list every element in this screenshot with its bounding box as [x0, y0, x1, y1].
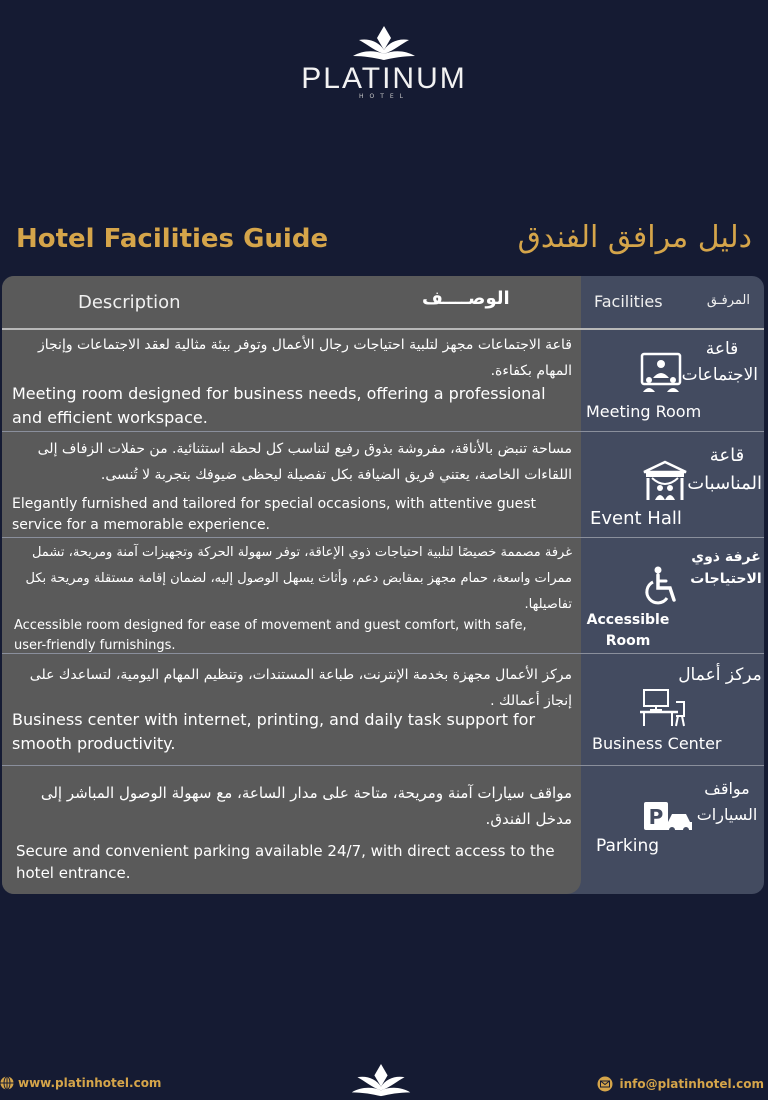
facility-name-en: Event Hall — [590, 508, 682, 529]
description-en: Secure and convenient parking available 24/7, with direct access to the hotel entrance. — [16, 842, 555, 882]
description-en: Accessible room designed for ease of movement and guest comfort, with safe, user-friendly furnishings. — [14, 618, 527, 653]
facility-name-en: Accessible Room — [586, 612, 670, 649]
col-facilities-ar: المرفـق — [706, 293, 750, 308]
facility-name-ar: مركز أعمال — [678, 665, 762, 685]
event-hall-icon — [642, 460, 688, 502]
table-header — [2, 276, 764, 330]
globe-icon — [0, 1076, 14, 1090]
wheelchair-icon — [642, 566, 680, 606]
description-en: Business center with internet, printing, and daily task support for smooth productivity. — [12, 710, 536, 753]
email-link[interactable]: info@platinhotel.com — [619, 1077, 764, 1091]
footer-website[interactable] — [0, 1076, 161, 1090]
table-row — [2, 432, 764, 538]
lotus-logo-icon — [349, 24, 419, 64]
facilities-table — [2, 276, 764, 894]
parking-icon — [642, 800, 694, 834]
lotus-footer-icon — [348, 1062, 414, 1100]
facility-name-en: Meeting Room — [586, 402, 702, 421]
description-en: Elegantly furnished and tailored for special occasions, with attentive guest service for a memorable experience. — [12, 496, 537, 533]
facility-name-ar: قاعة المناسبات — [687, 445, 762, 494]
col-facilities-en: Facilities — [594, 292, 663, 311]
page-title-en: Hotel Facilities Guide — [16, 224, 329, 254]
facility-name-ar: مواقف السيارات — [696, 779, 758, 824]
facility-name-en: Parking — [596, 836, 660, 856]
table-row — [2, 654, 764, 766]
description-ar: قاعة الاجتماعات مجهز لتلبية احتياجات رجال الأعمال وتوفر بيئة مثالية لعقد الاجتماعات وإنجاز المهام بكفاءة. — [37, 337, 572, 379]
facility-name-ar: قاعة الاجتماعات — [681, 339, 758, 385]
table-row — [2, 538, 764, 654]
page-title-ar: دليل مرافق الفندق — [517, 220, 752, 255]
brand-subtitle: HOTEL — [358, 93, 410, 100]
brand-name: PLATINUM — [301, 62, 467, 95]
table-row — [2, 330, 764, 432]
facility-name-ar: غرفة ذوي الاحتياجات — [690, 549, 762, 587]
description-ar: مواقف سيارات آمنة ومريحة، متاحة على مدار الساعة، مع سهولة الوصول المباشر إلى مدخل الفندق. — [40, 784, 572, 828]
email-icon — [597, 1076, 613, 1092]
col-description-en: Description — [78, 292, 181, 313]
col-description-ar: الوصــــف — [422, 288, 510, 309]
meeting-room-icon — [638, 352, 684, 394]
table-row — [2, 766, 764, 894]
description-ar: مساحة تنبض بالأناقة، مفروشة بذوق رفيع لتناسب كل لحظة استثنائية. من حفلات الزفاف إلى اللقاءات الخاصة، يعتني فريق الضيافة بكل تفصيلة ليحظى ضيوفك بتجربة لا تُنسى. — [37, 441, 572, 483]
business-center-icon — [638, 688, 688, 728]
svg-text:P: P — [648, 805, 664, 829]
description-ar: مركز الأعمال مجهزة بخدمة الإنترنت، طباعة المستندات، وتنظيم المهام اليومية، لتساعدك على إنجاز أعمالك . — [29, 667, 572, 709]
description-ar: غرفة مصممة خصيصًا لتلبية احتياجات ذوي الإعاقة، توفر سهولة الحركة وتجهيزات آمنة ومريحة، تشمل ممرات واسعة، حمام مجهز بمقابض دعم، وأثاث يسهل الوصول إليه، لضمان إقامة مستقلة ومريحة بكل تفاصيلها. — [25, 545, 572, 612]
facility-name-en: Business Center — [592, 734, 722, 753]
hotel-logo — [0, 24, 768, 100]
description-en: Meeting room designed for business needs, offering a professional and efficient workspace. — [12, 384, 546, 427]
footer-email[interactable] — [597, 1076, 764, 1092]
website-link[interactable]: www.platinhotel.com — [18, 1076, 162, 1090]
